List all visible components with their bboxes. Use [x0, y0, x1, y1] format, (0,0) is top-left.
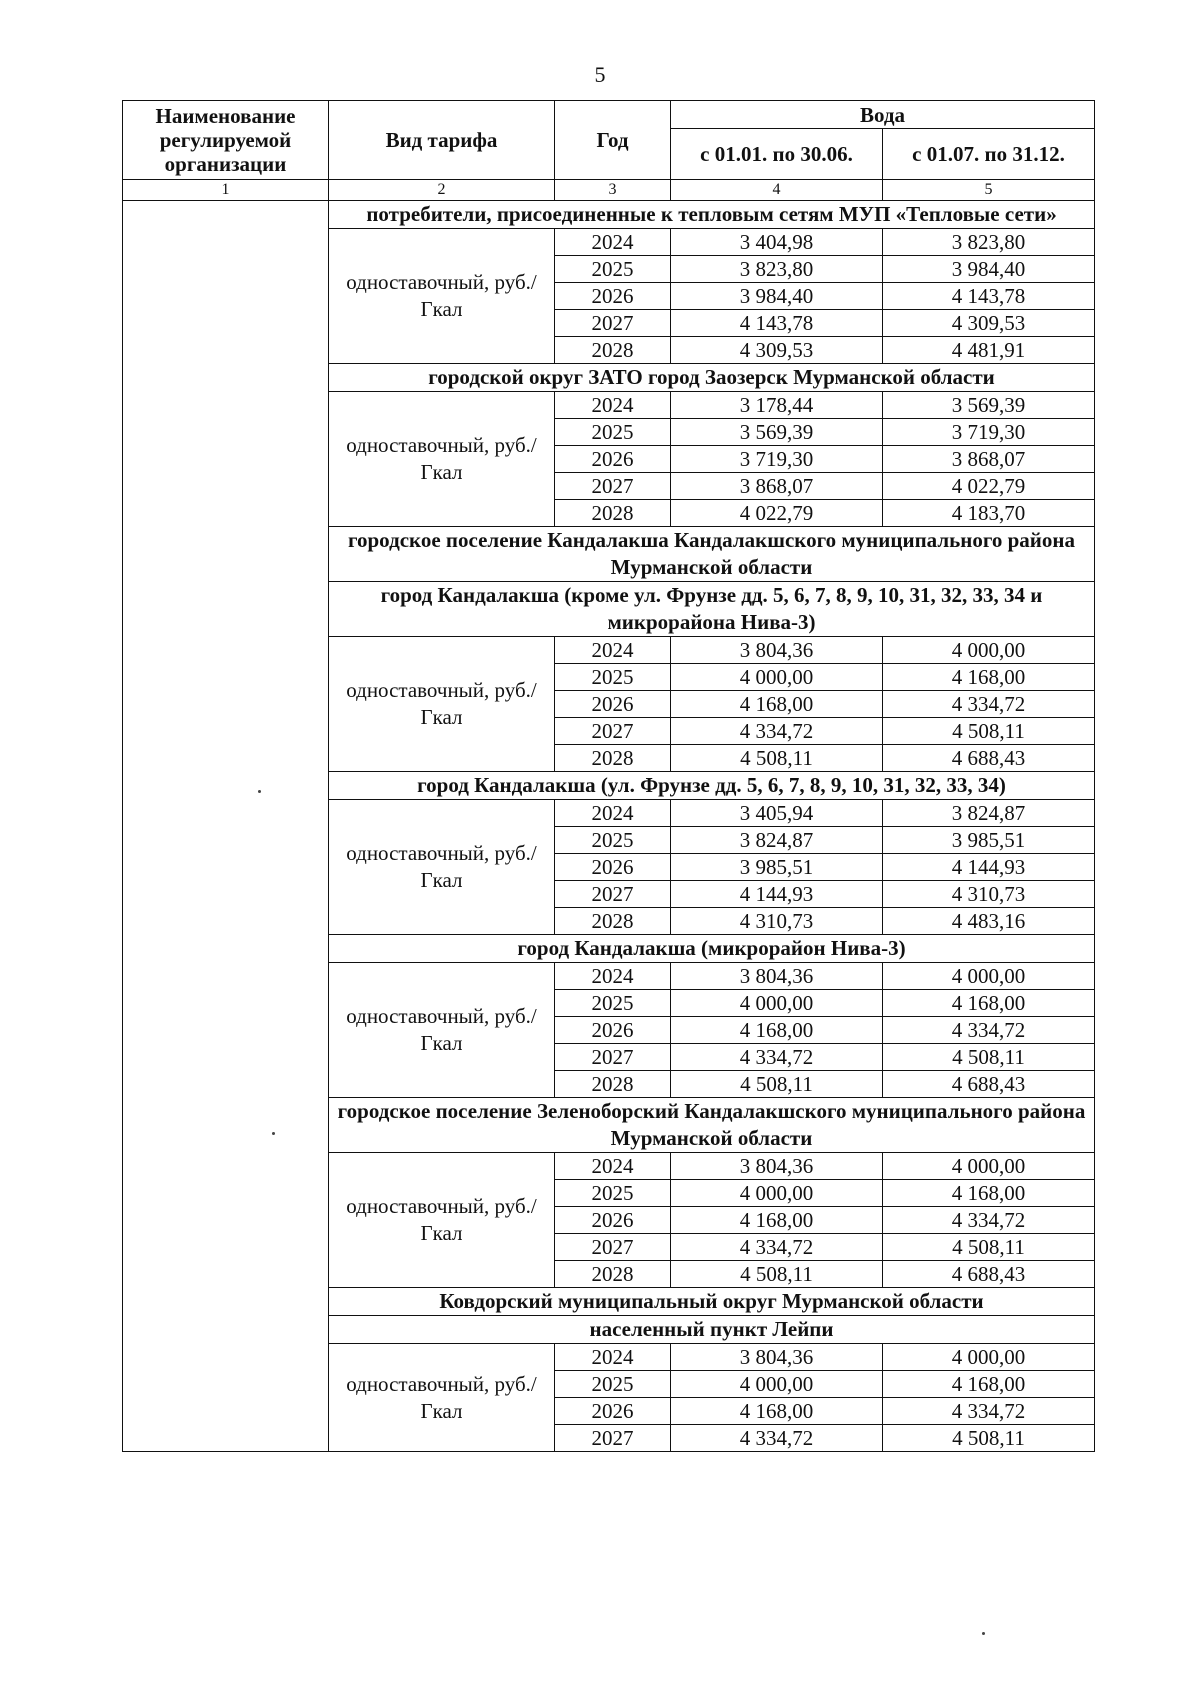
year-cell: 2024	[555, 229, 671, 256]
value-h2-cell: 4 309,53	[883, 310, 1095, 337]
tariff-type-cell: одноставочный, руб./Гкал	[329, 392, 555, 527]
year-cell: 2027	[555, 1044, 671, 1071]
value-h1-cell: 3 984,40	[671, 283, 883, 310]
value-h2-cell: 3 823,80	[883, 229, 1095, 256]
value-h1-cell: 3 804,36	[671, 637, 883, 664]
column-number: 5	[883, 180, 1095, 201]
section-heading: город Кандалакша (микрорайон Нива-3)	[329, 935, 1095, 963]
value-h2-cell: 3 569,39	[883, 392, 1095, 419]
value-h1-cell: 3 719,30	[671, 446, 883, 473]
organization-cell	[123, 201, 329, 1452]
year-cell: 2026	[555, 1207, 671, 1234]
tariff-type-cell: одноставочный, руб./Гкал	[329, 637, 555, 772]
year-cell: 2027	[555, 473, 671, 500]
value-h2-cell: 4 144,93	[883, 854, 1095, 881]
year-cell: 2026	[555, 446, 671, 473]
tariff-type-cell: одноставочный, руб./Гкал	[329, 1153, 555, 1288]
value-h2-cell: 4 481,91	[883, 337, 1095, 364]
value-h2-cell: 3 984,40	[883, 256, 1095, 283]
value-h1-cell: 3 405,94	[671, 800, 883, 827]
year-cell: 2028	[555, 1261, 671, 1288]
value-h2-cell: 4 022,79	[883, 473, 1095, 500]
value-h1-cell: 4 334,72	[671, 1044, 883, 1071]
section-heading: город Кандалакша (кроме ул. Фрунзе дд. 5, 6, 7, 8, 9, 10, 31, 32, 33, 34 и микрорайона Нива-3)	[329, 582, 1095, 637]
year-cell: 2027	[555, 718, 671, 745]
value-h1-cell: 4 000,00	[671, 1371, 883, 1398]
year-cell: 2024	[555, 392, 671, 419]
value-h2-cell: 4 183,70	[883, 500, 1095, 527]
section-heading: город Кандалакша (ул. Фрунзе дд. 5, 6, 7, 8, 9, 10, 31, 32, 33, 34)	[329, 772, 1095, 800]
page-number: 5	[594, 62, 606, 87]
year-cell: 2025	[555, 256, 671, 283]
section-heading: городской округ ЗАТО город Заозерск Мурманской области	[329, 364, 1095, 392]
header-org: Наименование регулируемой организации	[123, 101, 329, 180]
value-h2-cell: 4 508,11	[883, 1425, 1095, 1452]
value-h2-cell: 4 000,00	[883, 963, 1095, 990]
value-h1-cell: 4 168,00	[671, 1207, 883, 1234]
column-number: 2	[329, 180, 555, 201]
section-heading: Ковдорский муниципальный округ Мурманской области	[329, 1288, 1095, 1316]
value-h1-cell: 3 824,87	[671, 827, 883, 854]
section-heading: городское поселение Кандалакша Кандалакшского муниципального района Мурманской области	[329, 527, 1095, 582]
value-h2-cell: 4 143,78	[883, 283, 1095, 310]
year-cell: 2025	[555, 664, 671, 691]
column-number: 4	[671, 180, 883, 201]
year-cell: 2027	[555, 1425, 671, 1452]
tariff-type-cell: одноставочный, руб./Гкал	[329, 963, 555, 1098]
year-cell: 2026	[555, 1398, 671, 1425]
value-h2-cell: 4 168,00	[883, 664, 1095, 691]
header-tariff-type: Вид тарифа	[329, 101, 555, 180]
value-h1-cell: 4 022,79	[671, 500, 883, 527]
scan-speck	[258, 790, 261, 793]
year-cell: 2027	[555, 310, 671, 337]
tariff-table	[122, 100, 1095, 1452]
year-cell: 2025	[555, 1180, 671, 1207]
year-cell: 2026	[555, 1017, 671, 1044]
year-cell: 2024	[555, 963, 671, 990]
column-number: 1	[123, 180, 329, 201]
year-cell: 2027	[555, 881, 671, 908]
value-h2-cell: 3 985,51	[883, 827, 1095, 854]
value-h2-cell: 4 168,00	[883, 990, 1095, 1017]
value-h1-cell: 3 569,39	[671, 419, 883, 446]
value-h1-cell: 3 985,51	[671, 854, 883, 881]
value-h1-cell: 4 168,00	[671, 691, 883, 718]
value-h1-cell: 4 000,00	[671, 664, 883, 691]
year-cell: 2024	[555, 637, 671, 664]
year-cell: 2028	[555, 500, 671, 527]
year-cell: 2028	[555, 1071, 671, 1098]
value-h1-cell: 4 334,72	[671, 718, 883, 745]
value-h1-cell: 4 000,00	[671, 1180, 883, 1207]
year-cell: 2027	[555, 1234, 671, 1261]
header-period-2: с 01.07. по 31.12.	[883, 129, 1095, 180]
year-cell: 2028	[555, 337, 671, 364]
value-h1-cell: 3 868,07	[671, 473, 883, 500]
value-h1-cell: 4 334,72	[671, 1425, 883, 1452]
tariff-type-cell: одноставочный, руб./Гкал	[329, 1344, 555, 1452]
value-h1-cell: 4 144,93	[671, 881, 883, 908]
value-h1-cell: 3 804,36	[671, 1153, 883, 1180]
tariff-type-cell: одноставочный, руб./Гкал	[329, 229, 555, 364]
year-cell: 2025	[555, 419, 671, 446]
value-h1-cell: 4 508,11	[671, 1261, 883, 1288]
tariff-type-cell: одноставочный, руб./Гкал	[329, 800, 555, 935]
section-heading-row	[123, 201, 1095, 229]
year-cell: 2024	[555, 1153, 671, 1180]
value-h1-cell: 4 309,53	[671, 337, 883, 364]
value-h2-cell: 4 688,43	[883, 745, 1095, 772]
scan-speck	[982, 1632, 985, 1635]
value-h1-cell: 3 804,36	[671, 963, 883, 990]
value-h2-cell: 4 168,00	[883, 1180, 1095, 1207]
year-cell: 2026	[555, 854, 671, 881]
section-heading: городское поселение Зеленоборский Кандалакшского муниципального района Мурманской области	[329, 1098, 1095, 1153]
value-h2-cell: 4 508,11	[883, 718, 1095, 745]
value-h1-cell: 4 168,00	[671, 1398, 883, 1425]
value-h2-cell: 4 000,00	[883, 1344, 1095, 1371]
value-h2-cell: 4 000,00	[883, 1153, 1095, 1180]
value-h2-cell: 4 310,73	[883, 881, 1095, 908]
value-h2-cell: 4 688,43	[883, 1071, 1095, 1098]
year-cell: 2026	[555, 691, 671, 718]
year-cell: 2025	[555, 990, 671, 1017]
value-h2-cell: 3 719,30	[883, 419, 1095, 446]
value-h1-cell: 3 178,44	[671, 392, 883, 419]
value-h1-cell: 4 334,72	[671, 1234, 883, 1261]
year-cell: 2026	[555, 283, 671, 310]
value-h2-cell: 3 824,87	[883, 800, 1095, 827]
year-cell: 2028	[555, 745, 671, 772]
header-period-1: с 01.01. по 30.06.	[671, 129, 883, 180]
header-water: Вода	[671, 101, 1095, 129]
value-h2-cell: 4 334,72	[883, 1398, 1095, 1425]
value-h1-cell: 3 823,80	[671, 256, 883, 283]
value-h1-cell: 3 404,98	[671, 229, 883, 256]
value-h2-cell: 4 483,16	[883, 908, 1095, 935]
value-h2-cell: 3 868,07	[883, 446, 1095, 473]
section-heading: населенный пункт Лейпи	[329, 1316, 1095, 1344]
value-h1-cell: 4 168,00	[671, 1017, 883, 1044]
value-h1-cell: 4 508,11	[671, 745, 883, 772]
value-h1-cell: 4 000,00	[671, 990, 883, 1017]
value-h1-cell: 3 804,36	[671, 1344, 883, 1371]
value-h2-cell: 4 334,72	[883, 691, 1095, 718]
value-h2-cell: 4 000,00	[883, 637, 1095, 664]
year-cell: 2025	[555, 827, 671, 854]
value-h2-cell: 4 688,43	[883, 1261, 1095, 1288]
section-heading: потребители, присоединенные к тепловым сетям МУП «Тепловые сети»	[329, 201, 1095, 229]
value-h1-cell: 4 508,11	[671, 1071, 883, 1098]
value-h2-cell: 4 168,00	[883, 1371, 1095, 1398]
value-h2-cell: 4 334,72	[883, 1207, 1095, 1234]
value-h2-cell: 4 334,72	[883, 1017, 1095, 1044]
year-cell: 2024	[555, 1344, 671, 1371]
year-cell: 2025	[555, 1371, 671, 1398]
value-h1-cell: 4 143,78	[671, 310, 883, 337]
value-h2-cell: 4 508,11	[883, 1234, 1095, 1261]
year-cell: 2024	[555, 800, 671, 827]
value-h1-cell: 4 310,73	[671, 908, 883, 935]
column-number: 3	[555, 180, 671, 201]
value-h2-cell: 4 508,11	[883, 1044, 1095, 1071]
year-cell: 2028	[555, 908, 671, 935]
header-year: Год	[555, 101, 671, 180]
tariff-body	[123, 201, 1095, 1452]
scan-speck	[272, 1132, 275, 1135]
